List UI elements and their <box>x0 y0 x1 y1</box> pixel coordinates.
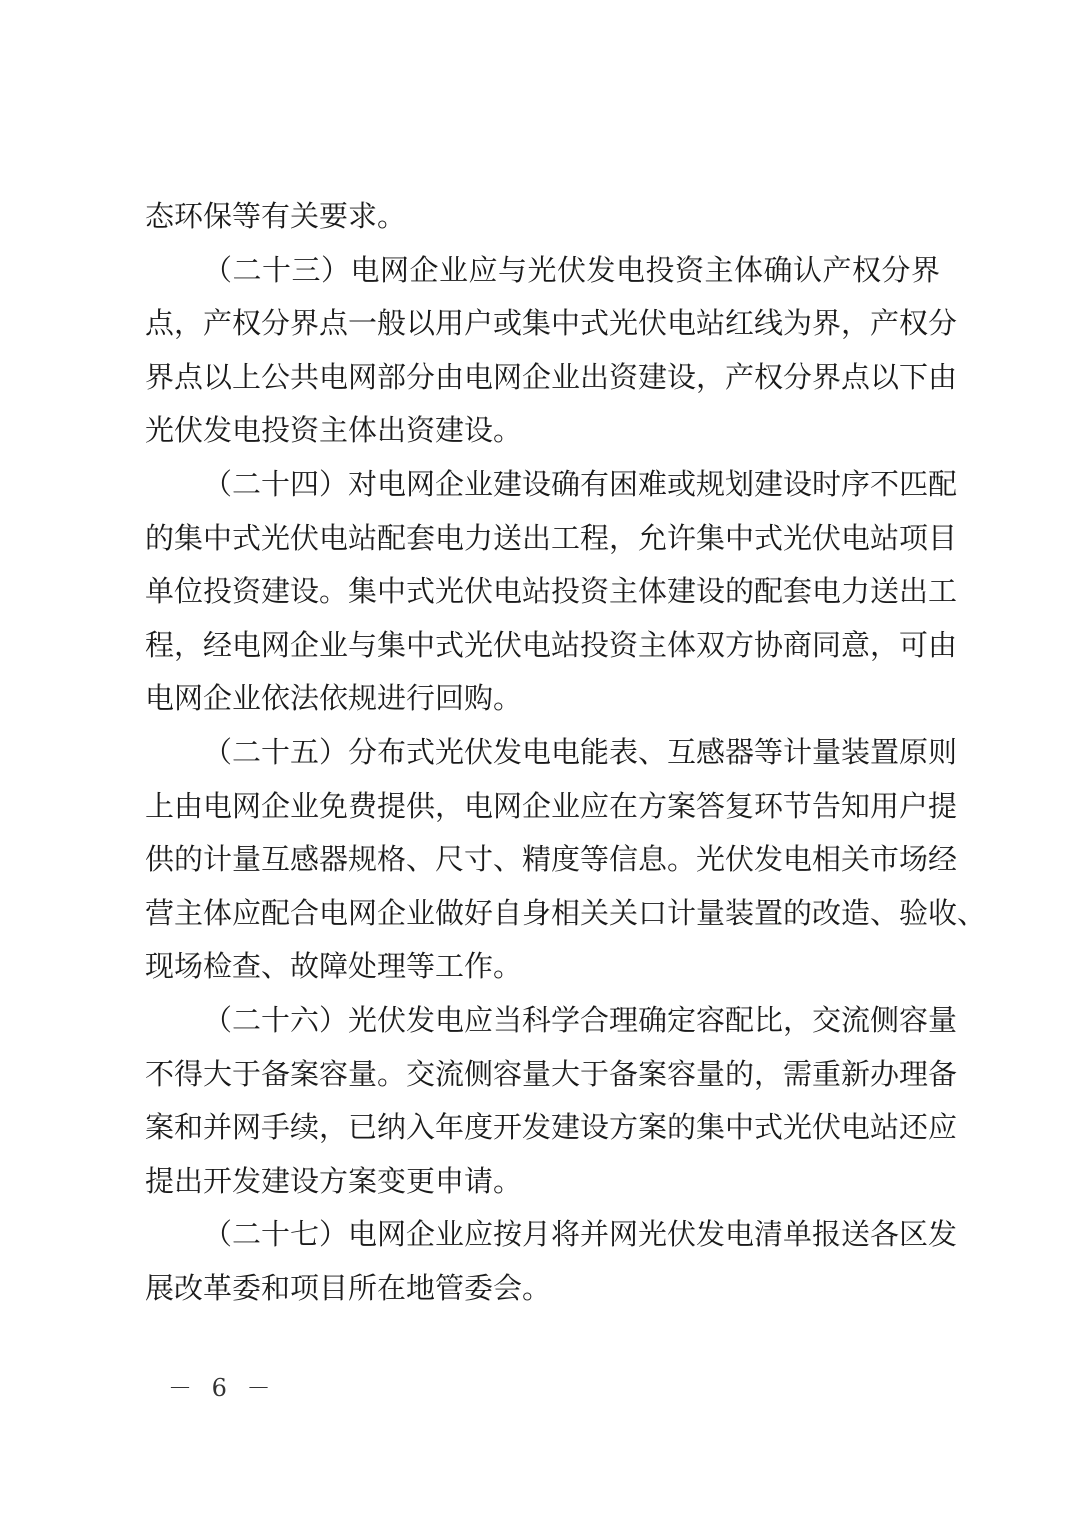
text-line: 现场检查、故障处理等工作。 <box>145 949 523 984</box>
text-line: 不得大于备案容量。交流侧容量大于备案容量的，需重新办理备 <box>145 1056 958 1091</box>
page-number: － 6 － <box>168 1374 277 1402</box>
text-line: （二十五）分布式光伏发电电能表、互感器等计量装置原则 <box>203 734 958 769</box>
text-line: 提出开发建设方案变更申请。 <box>145 1163 523 1198</box>
text-line: 展改革委和项目所在地管委会。 <box>145 1270 552 1305</box>
text-line: 光伏发电投资主体出资建设。 <box>145 413 523 448</box>
text-line: 点，产权分界点一般以用户或集中式光伏电站红线为界，产权分 <box>145 306 958 341</box>
text-line: 态环保等有关要求。 <box>145 199 407 233</box>
text-line: 界点以上公共电网部分由电网企业出资建设，产权分界点以下由 <box>145 359 958 394</box>
text-line: （二十七）电网企业应按月将并网光伏发电清单报送各区发 <box>203 1217 958 1252</box>
text-line: 案和并网手续，已纳入年度开发建设方案的集中式光伏电站还应 <box>145 1110 958 1145</box>
text-line: 上由电网企业免费提供，电网企业应在方案答复环节告知用户提 <box>145 788 958 823</box>
text-line: （二十四）对电网企业建设确有困难或规划建设时序不匹配 <box>203 466 958 501</box>
text-line: （二十三）电网企业应与光伏发电投资主体确认产权分界 <box>203 252 940 287</box>
text-line: 电网企业依法依规进行回购。 <box>145 681 523 716</box>
text-line: 单位投资建设。集中式光伏电站投资主体建设的配套电力送出工 <box>145 574 958 609</box>
text-line: 营主体应配合电网企业做好自身相关关口计量装置的改造、验收、 <box>145 895 987 930</box>
text-line: 程，经电网企业与集中式光伏电站投资主体双方协商同意，可由 <box>145 627 958 662</box>
text-line: （二十六）光伏发电应当科学合理确定容配比，交流侧容量 <box>203 1002 958 1037</box>
text-line: 的集中式光伏电站配套电力送出工程，允许集中式光伏电站项目 <box>145 520 958 555</box>
text-line: 供的计量互感器规格、尺寸、精度等信息。光伏发电相关市场经 <box>145 842 958 877</box>
body-text <box>145 190 987 1315</box>
